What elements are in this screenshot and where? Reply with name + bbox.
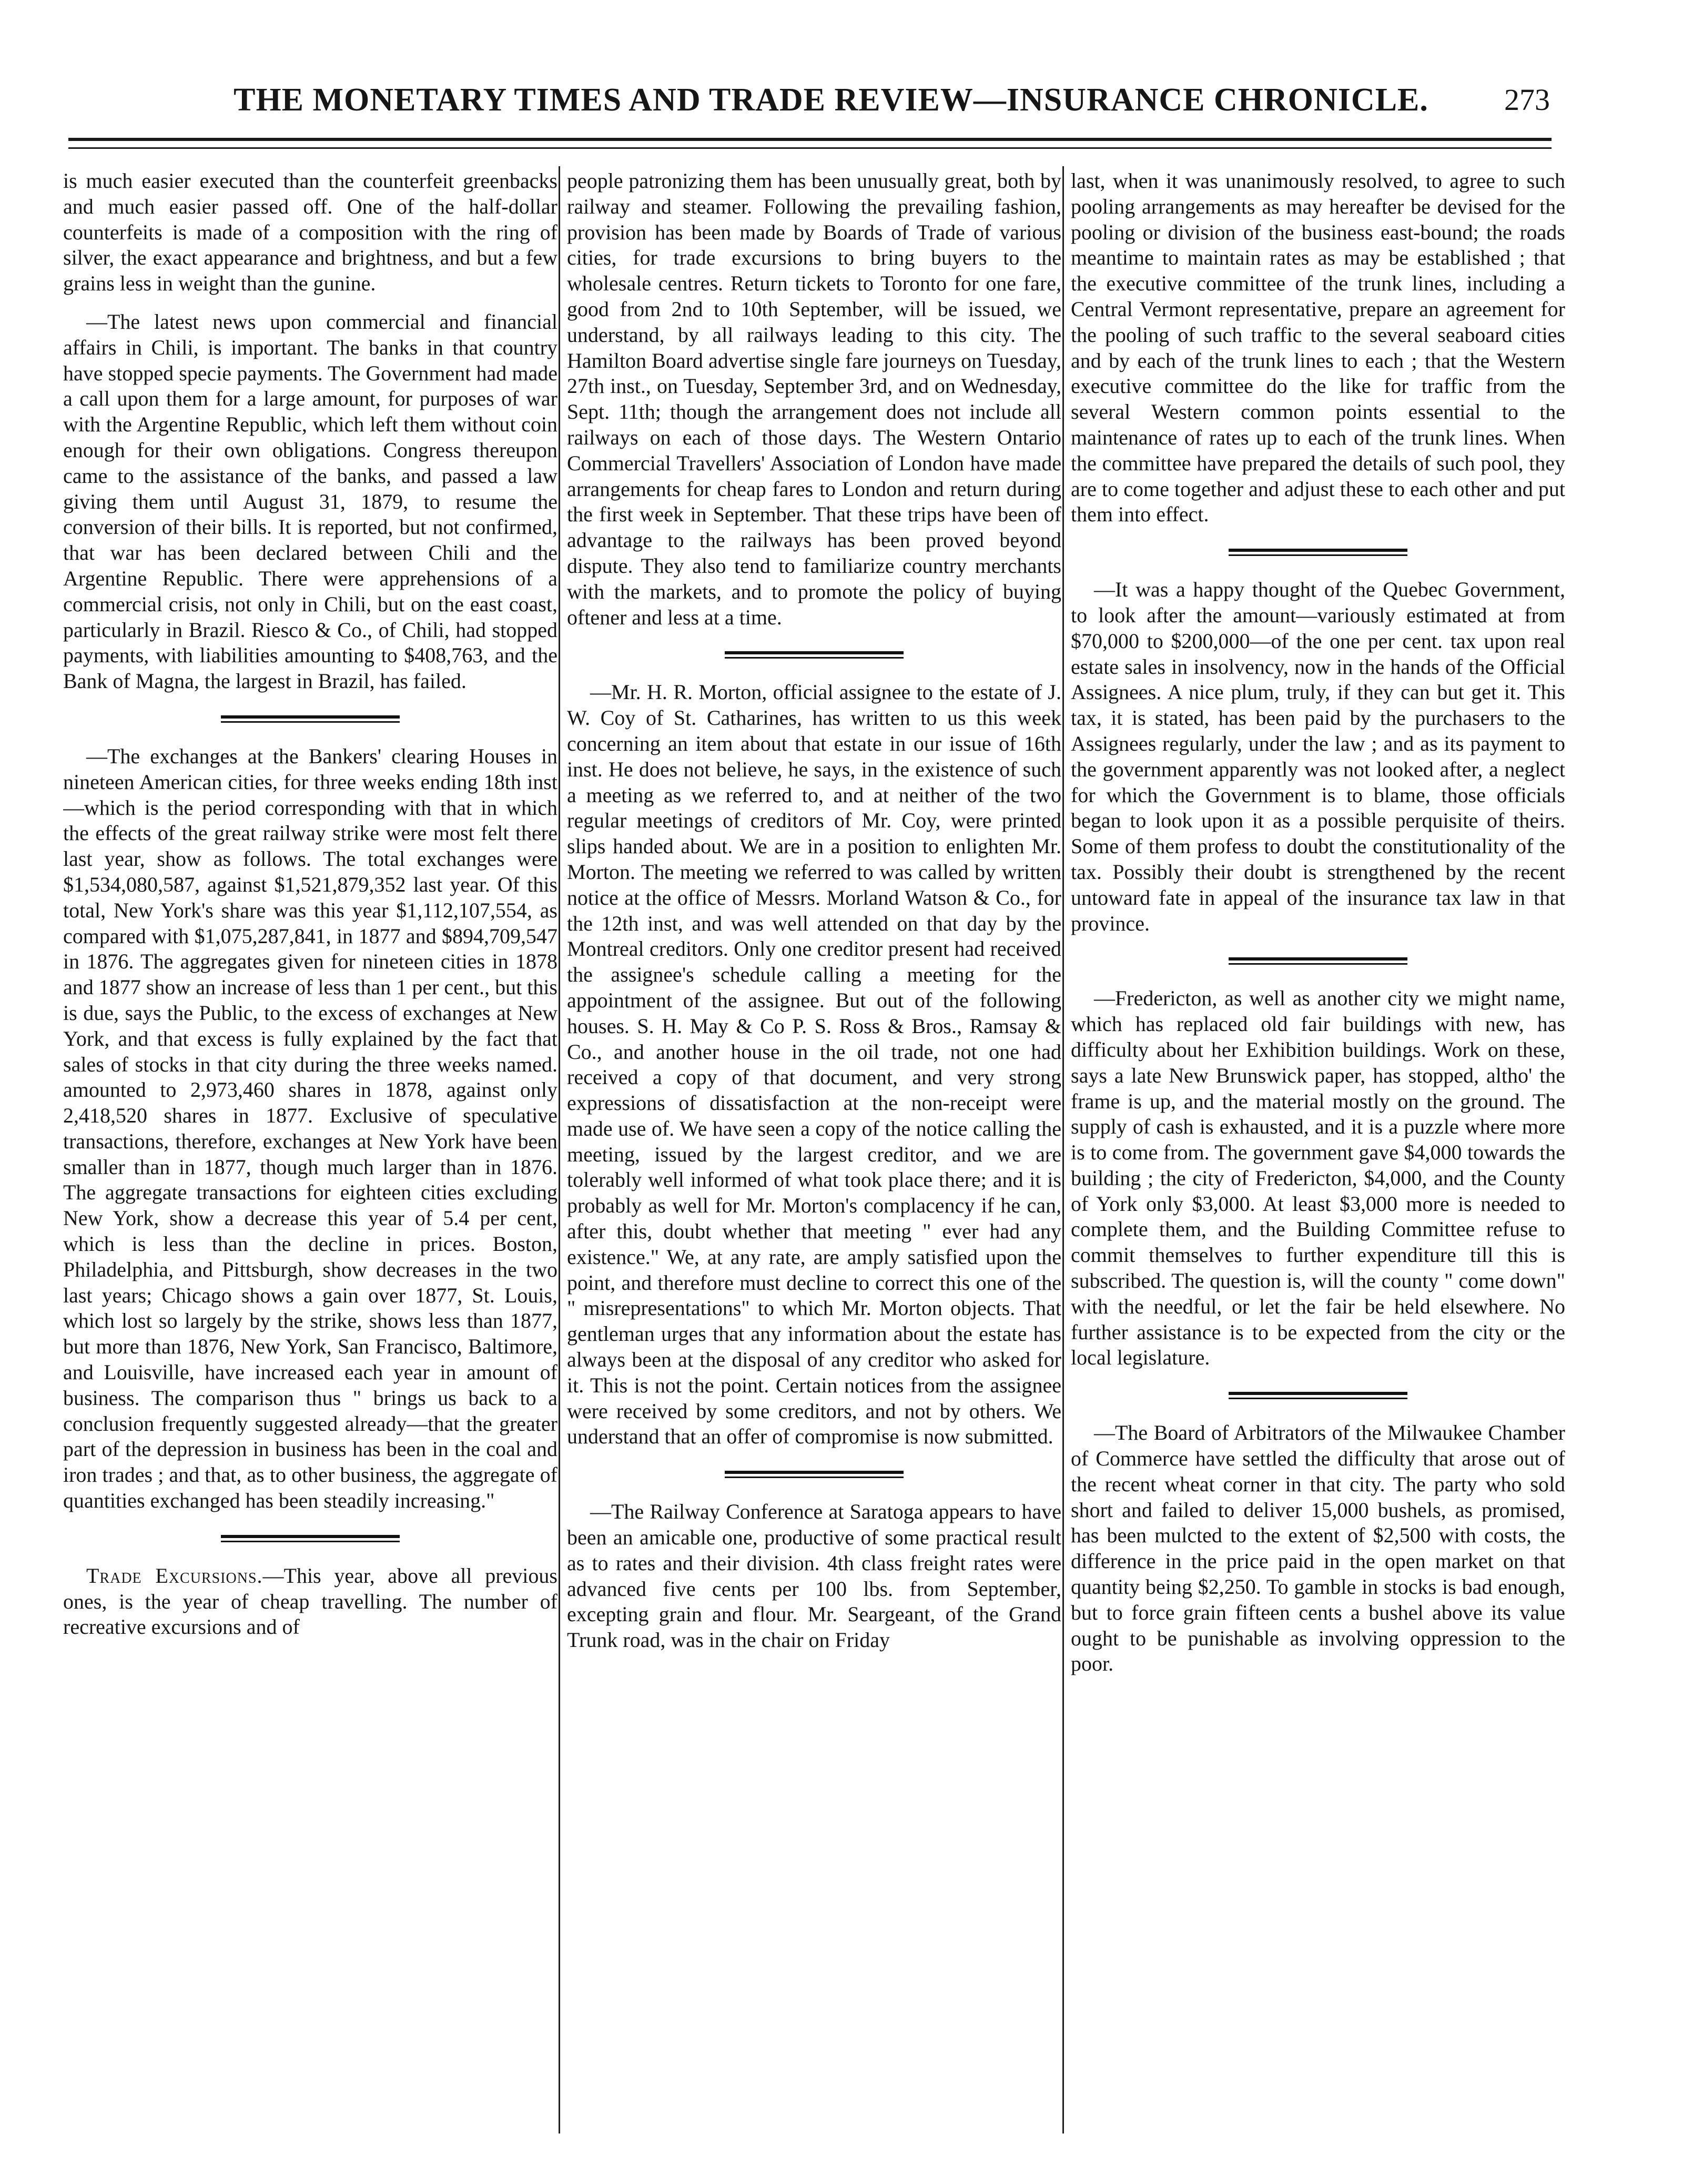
- paragraph-text: —The Railway Conference at Saratoga appears to have been an amicable one, productive of some practical result as to rates and their division. 4th class freight rates were advanced five cents per 100 lbs. from September, excepting grain and flour. Mr. Seargeant, of the Grand Trunk road, was in the chair on Friday: [567, 1500, 1061, 1652]
- paragraph-text: last, when it was unanimously resolved, to agree to such pooling arrangements as may hereafter be devised for the pooling or division of the business east-bound; the roads meantime to maintain rates as may be established ; that the executive committee of the trunk lines, including a Central Vermont representative, prepare an agreement for the pooling of such traffic to the several seaboard cities and by each of the trunk lines to each ; that the Western executive committee do the like for traffic from the several Western common points essential to the maintenance of rates up to each of the trunk lines. When the committee have prepared the details of such pool, they are to come together and adjust these to each other and put them into effect.: [1071, 169, 1565, 527]
- column-3: [1071, 168, 1565, 2146]
- section-divider: [567, 638, 1061, 672]
- paragraph-text: —This year, above all previous ones, is the year of cheap travelling. The number of recreative excursions and of: [63, 1563, 557, 1639]
- article-paragraph: [1071, 1420, 1565, 1677]
- section-divider: [1071, 944, 1565, 978]
- article-paragraph: [63, 744, 557, 1514]
- section-divider: [1071, 1378, 1565, 1413]
- section-divider: [63, 1521, 557, 1556]
- article-paragraph: [63, 168, 557, 297]
- paragraph-text: —It was a happy thought of the Quebec Government, to look after the amount—variously estimated at from $70,000 to $200,000—of the one per cent. tax upon real estate sales in insolvency, now in the hands of the Official Assignees. A nice plum, truly, if they can but get it. This tax, it is stated, has been paid by the purchasers to the Assignees regularly, under the law ; and as its payment to the government apparently was not looked after, a neglect for which the Government is to blame, those officials began to look upon it as a possible perquisite of theirs. Some of them profess to doubt the constitutionality of the tax. Possibly their doubt is strengthened by the recent untoward fate in appeal of the insurance tax law in that province.: [1071, 578, 1565, 935]
- column-2: [567, 168, 1061, 2146]
- column-rule-1: [559, 166, 560, 2134]
- column-rule-2: [1062, 166, 1064, 2134]
- article-paragraph: [63, 1563, 557, 1640]
- paragraph-text: —The Board of Arbitrators of the Milwaukee Chamber of Commerce have settled the difficulty that arose out of the recent wheat corner in that city. The party who sold short and failed to deliver 15,000 bushels, as promised, has been mulcted to the extent of $2,500 with costs, the difference in the price paid in the open market on that quantity being $2,250. To gamble in stocks is bad enough, but to force grain fifteen cents a bushel above its value ought to be punishable as involving oppression to the poor.: [1071, 1421, 1565, 1676]
- article-paragraph: [567, 168, 1061, 630]
- section-divider: [1071, 535, 1565, 570]
- paragraph-text: —Fredericton, as well as another city we might name, which has replaced old fair buildings with new, has difficulty about her Exhibition buildings. Work on these, says a late New Brunswick paper, has stopped, altho' the frame is up, and the material mostly on the ground. The supply of cash is exhausted, and it is a puzzle where more is to come from. The government gave $4,000 towards the building ; the city of Fredericton, $4,000, and the County of York only $3,000. At least $3,000 more is needed to complete them, and the Building Committee refuse to commit themselves to further expenditure till this is subscribed. The question is, will the county " come down" with the needful, or let the fair be held elsewhere. No further assistance is to be expected from the city or the local legislature.: [1071, 986, 1565, 1370]
- paragraph-text: is much easier executed than the counterfeit greenbacks and much easier passed off. One of the half-dollar counterfeits is made of a composition with the ring of silver, the exact appearance and brightness, and but a few grains less in weight than the gunine.: [63, 169, 557, 296]
- article-paragraph: [567, 1499, 1061, 1653]
- article-paragraph: [567, 680, 1061, 1450]
- paragraph-text: people patronizing them has been unusually great, both by railway and steamer. Following the prevailing fashion, provision has been made by Boards of Trade of various cities, for trade excursions to bring buyers to the wholesale centres. Return tickets to Toronto for one fare, good from 2nd to 10th September, will be issued, we understand, by all railways leading to this city. The Hamilton Board advertise single fare journeys on Tuesday, 27th inst., on Tuesday, September 3rd, and on Wednesday, Sept. 11th; though the arrangement does not include all railways on each of those days. The Western Ontario Commercial Travellers' Association of London have made arrangements for cheap fares to London and return during the first week in September. That these trips have been of advantage to the railways has been proved beyond dispute. They also tend to familiarize country merchants with the markets, and to promote the policy of buying oftener and less at a time.: [567, 169, 1061, 629]
- header-rule-thick: [68, 138, 1552, 141]
- running-head: THE MONETARY TIMES AND TRADE REVIEW—INSURANCE CHRONICLE.: [234, 82, 1428, 118]
- header-rule-thin: [68, 147, 1552, 149]
- masthead: [0, 74, 1683, 126]
- article-paragraph: [1071, 168, 1565, 528]
- column-1: [63, 168, 557, 2146]
- section-divider: [63, 702, 557, 736]
- article-paragraph: [1071, 986, 1565, 1371]
- section-divider: [567, 1457, 1061, 1492]
- page-number: 273: [1504, 83, 1550, 117]
- paragraph-text: —Mr. H. R. Morton, official assignee to the estate of J. W. Coy of St. Catharines, has written to us this week concerning an item about that estate in our issue of 16th inst. He does not believe, he says, in the existence of such a meeting as we referred to, and at neither of the two regular meetings of creditors of Mr. Coy, were printed slips handed about. We are in a position to enlighten Mr. Morton. The meeting we referred to was called by written notice at the office of Messrs. Morland Watson & Co., for the 12th inst, and was well attended on that day by the Montreal creditors. Only one creditor present had received the assignee's schedule calling a meeting for the appointment of the assignee. But out of the following houses. S. H. May & Co P. S. Ross & Bros., Ramsay & Co., and another house in the oil trade, not one had received a copy of that document, and very strong expressions of dissatisfaction at the non-receipt were made use of. We have seen a copy of the notice calling the meeting, issued by the largest creditor, and we are tolerably well informed of what took place there; and it is probably as well for Mr. Morton's complacency if he can, after this, doubt whether that meeting " ever had any existence." We, at any rate, are amply satisfied upon the point, and therefore must decline to correct this one of the " misrepresentations" to which Mr. Morton objects. That gentleman urges that any information about the estate has always been at the disposal of any creditor who asked for it. This is not the point. Certain notices from the assignee were received by some creditors, and not by others. We understand that an offer of compromise is now submitted.: [567, 680, 1061, 1449]
- paragraph-lead: Trade Excursions.: [86, 1563, 263, 1588]
- paragraph-text: —The latest news upon commercial and financial affairs in Chili, is important. The banks in that country have stopped specie payments. The Government had made a call upon them for a large amount, for purposes of war with the Argentine Republic, which left them without coin enough for their own obligations. Congress thereupon came to the assistance of the banks, and passed a law giving them until August 31, 1879, to resume the conversion of their bills. It is reported, but not confirmed, that war has been declared between Chili and the Argentine Republic. There were apprehensions of a commercial crisis, not only in Chili, but on the east coast, particularly in Brazil. Riesco & Co., of Chili, had stopped payments, with liabilities amounting to $408,763, and the Bank of Magna, the largest in Brazil, has failed.: [63, 309, 557, 693]
- article-paragraph: [63, 309, 557, 694]
- paragraph-text: —The exchanges at the Bankers' clearing Houses in nineteen American cities, for three weeks ending 18th inst—which is the period corresponding with that in which the effects of the great railway strike were most felt there last year, show as follows. The total exchanges were $1,534,080,587, against $1,521,879,352 last year. Of this total, New York's share was this year $1,112,107,554, as compared with $1,075,287,841, in 1877 and $894,709,547 in 1876. The aggregates given for nineteen cities in 1878 and 1877 show an increase of less than 1 per cent., but this is due, says the Public, to the excess of exchanges at New York, and that excess is fully explained by the fact that sales of stocks in that city during the three weeks named. amounted to 2,973,460 shares in 1878, against only 2,418,520 shares in 1877. Exclusive of speculative transactions, therefore, exchanges at New York have been smaller than in 1877, though much larger than in 1876. The aggregate transactions for eighteen cities excluding New York, show a decrease this year of 5.4 per cent, which is less than the decline in prices. Boston, Philadelphia, and Pittsburgh, show decreases in the two last years; Chicago shows a gain over 1877, St. Louis, which lost so largely by the strike, shows less than 1877, but more than 1876, New York, San Francisco, Baltimore, and Louisville, have increased each year in amount of business. The comparison thus " brings us back to a conclusion frequently suggested already—that the greater part of the depression in business has been in the coal and iron trades ; and that, as to other business, the aggregate of quantities exchanged has been steadily increasing.": [63, 744, 557, 1513]
- article-paragraph: [1071, 577, 1565, 936]
